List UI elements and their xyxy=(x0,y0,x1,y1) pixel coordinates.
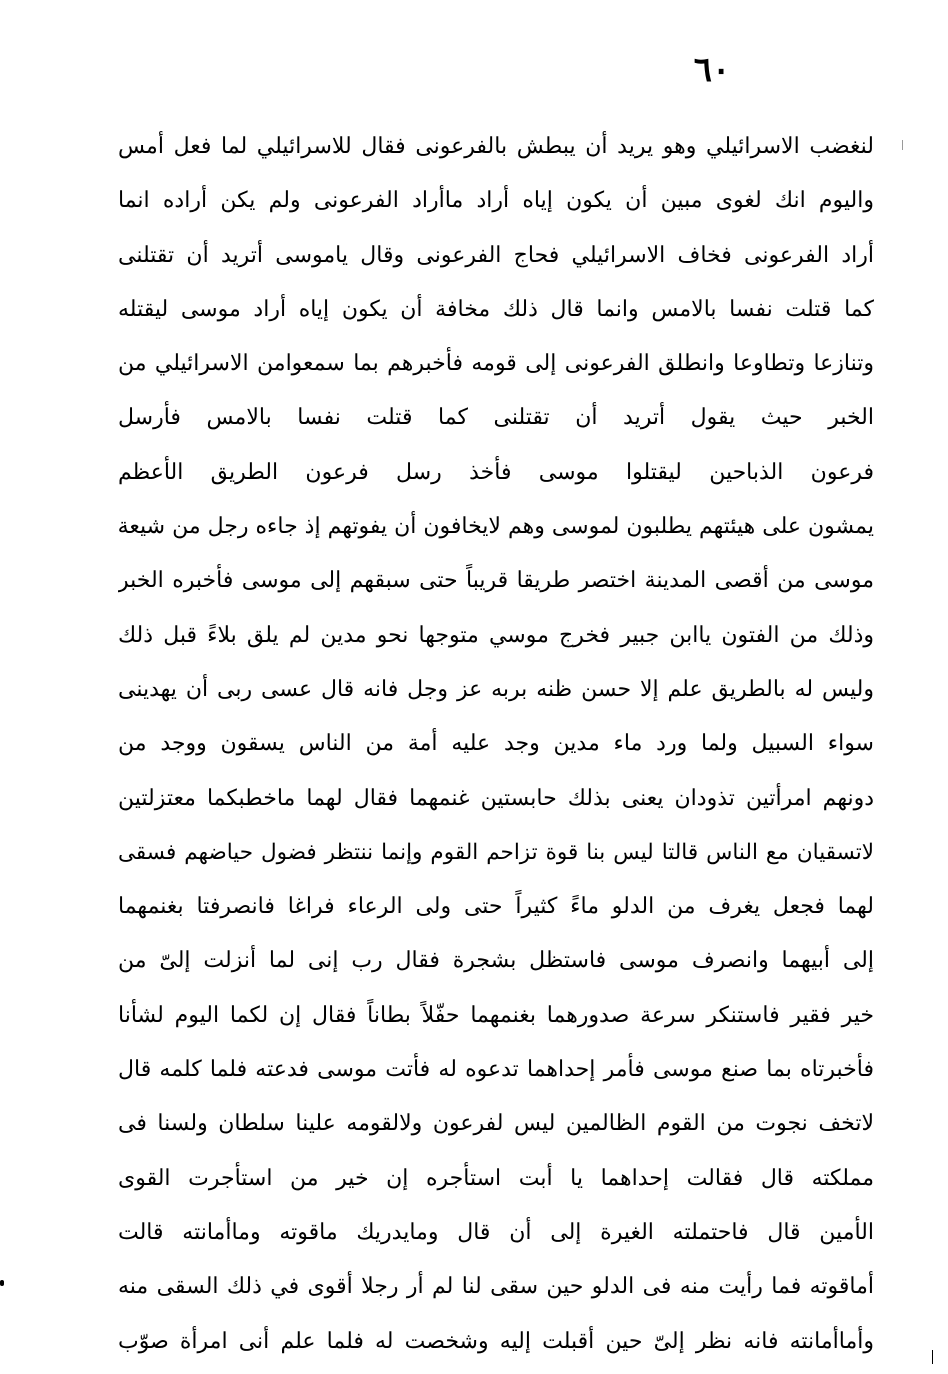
text-line: لنغضب الاسرائيلي وهو يريد أن يبطش بالفرعونى فقال للاسرائيلي لما فعل أمس xyxy=(118,134,874,159)
text-line: الأمين قال فاحتملته الغيرة إلى أن قال ومايدريك ماقوته وماأمانته قالت xyxy=(118,1219,874,1245)
text-line: فرعون الذباحين ليقتلوا موسى فأخذ رسل فرعون الطريق الأعظم xyxy=(118,459,874,485)
text-line: أراد الفرعونى فخاف الاسرائيلي فحاج الفرعونى وقال ياموسى أتريد أن تقتلنى xyxy=(118,242,874,268)
page-number: ٦٠ xyxy=(693,50,731,90)
text-line: خير فقير فاستنكر سرعة صدورهما بغنمهما حفّلاً بطاناً فقال إن لكما اليوم لشأنا xyxy=(118,1002,874,1028)
text-line: أماقوته فما رأيت منه فى الدلو حين سقى لنا لم أر رجلا أقوى في ذلك السقى منه xyxy=(118,1274,874,1300)
text-line: لاتخف نجوت من القوم الظالمين ليس لفرعون ولالقومه علينا سلطان ولسنا فى xyxy=(118,1111,874,1137)
text-line: وأماأمانته فانه نظر إلىّ حين أقبلت إليه وشخصت له فلما علم أنى امرأة صوّب xyxy=(118,1328,874,1354)
text-line: لاتسقيان مع الناس قالتا ليس بنا قوة تزاحم القوم وإنما ننتظر فضول حياضهم فسقى xyxy=(118,839,874,865)
text-line: لهما فجعل يغرف من الدلو ماءً كثيراً حتى ولى الرعاء فراغا فانصرفتا بغنمهما xyxy=(118,894,874,920)
body-text xyxy=(118,120,874,1369)
scan-speck xyxy=(0,1280,4,1286)
text-line: إلى أبيهما وانصرف موسى فاستظل بشجرة فقال رب إنى لما أنزلت إلىّ من xyxy=(118,948,874,974)
scan-speck xyxy=(902,140,903,150)
text-line: وتنازعا وتطاوعا وانطلق الفرعونى إلى قومه فأخبرهم بما سمعوامن الاسرائيلي من xyxy=(118,351,874,377)
text-line: وذلك من الفتون ياابن جبير فخرج موسي متوجها نحو مدين لم يلق بلاءً قبل ذلك xyxy=(118,622,874,648)
text-line: مملكته قال فقالت إحداهما يا أبت استأجره إن خير من استأجرت القوى xyxy=(118,1165,874,1191)
scan-speck xyxy=(932,1350,933,1364)
text-line: سواء السبيل ولما ورد ماء مدين وجد عليه أمة من الناس يسقون ووجد من xyxy=(118,731,874,757)
text-line: موسى من أقصى المدينة اختصر طريقا قريباً حتى سبقهم إلى موسى فأخبره الخبر xyxy=(118,568,874,594)
text-line: يمشون على هيئتهم يطلبون لموسى وهم لايخافون أن يفوتهم إذ جاءه رجل من شيعة xyxy=(118,514,874,540)
text-line: كما قتلت نفسا بالامس وانما قال ذلك مخافة أن يكون إياه أراد موسى ليقتله xyxy=(118,296,874,322)
text-line: وليس له بالطريق علم إلا حسن ظنه بربه عز وجل فانه قال عسى ربى أن يهدينى xyxy=(118,676,874,702)
text-line: واليوم انك لغوى مبين أن يكون إياه أراد ماأراد الفرعونى ولم يكن أراده انما xyxy=(118,188,874,214)
text-line: الخبر حيث يقول أتريد أن تقتلنى كما قتلت نفسا بالامس فأرسل xyxy=(118,405,874,431)
text-line: فأخبرتاه بما صنع موسى فأمر إحداهما تدعوه له فأتت موسى فدعته فلما كلمه قال xyxy=(118,1057,874,1083)
text-line: دونهم امرأتين تذودان يعنى بذلك حابستين غنمهما فقال لهما ماخطبكما معتزلتين xyxy=(118,785,874,811)
